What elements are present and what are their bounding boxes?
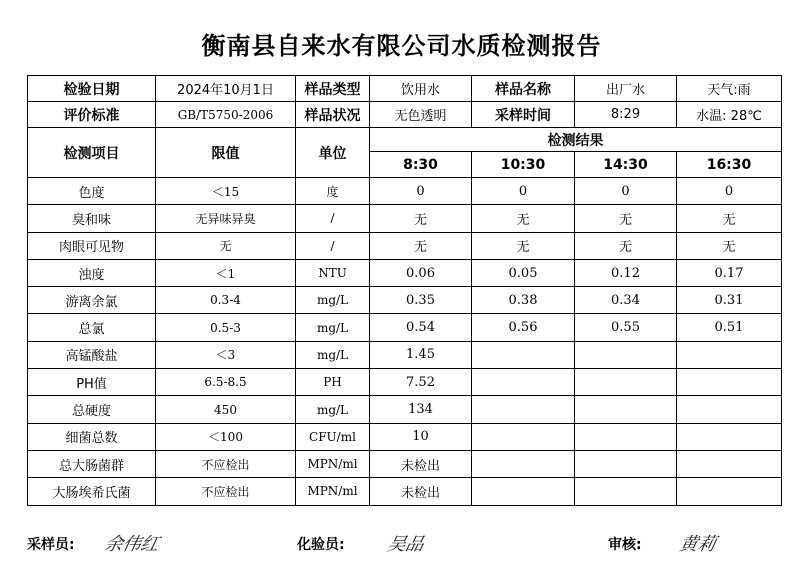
date-label: 检验日期 <box>28 76 156 102</box>
info-row-1 <box>28 76 782 102</box>
table-row <box>28 259 782 286</box>
sample-name-value: 出厂水 <box>575 76 677 102</box>
table-row <box>28 205 782 232</box>
time-header: 10:30 <box>472 152 575 178</box>
sampler-signature: 余伟红 <box>102 534 161 555</box>
result-cell <box>575 450 677 477</box>
result-cell: 0.38 <box>472 287 575 314</box>
limit-cell: 不应检出 <box>156 450 296 477</box>
standard-label: 评价标准 <box>28 102 156 128</box>
unit-cell: 度 <box>296 178 370 205</box>
result-cell: 0.31 <box>677 287 782 314</box>
info-row-2 <box>28 102 782 128</box>
result-cell: 无 <box>677 205 782 232</box>
sample-type-label: 样品类型 <box>296 76 370 102</box>
result-cell <box>472 396 575 423</box>
sampling-time-value: 8:29 <box>575 102 677 128</box>
sampler-label: 采样员: <box>27 537 75 553</box>
result-cell <box>575 423 677 450</box>
result-cell <box>472 369 575 396</box>
result-cell <box>677 341 782 368</box>
tester-signature: 吴品 <box>385 534 426 555</box>
report-table <box>27 75 782 506</box>
table-row <box>28 369 782 396</box>
result-cell: 0 <box>677 178 782 205</box>
result-cell <box>677 450 782 477</box>
data-rows <box>28 178 782 506</box>
result-cell: 0.51 <box>677 314 782 341</box>
result-cell: 0.06 <box>370 259 472 286</box>
sample-name-label: 样品名称 <box>472 76 575 102</box>
limit-cell: 0.3-4 <box>156 287 296 314</box>
result-cell: 0 <box>370 178 472 205</box>
item-name-cell: 总硬度 <box>28 396 156 423</box>
limit-cell: 无异味异臭 <box>156 205 296 232</box>
unit-cell: mg/L <box>296 341 370 368</box>
table-row <box>28 314 782 341</box>
item-name-cell: 游离余氯 <box>28 287 156 314</box>
result-cell <box>677 369 782 396</box>
limit-cell: 6.5-8.5 <box>156 369 296 396</box>
result-cell <box>472 423 575 450</box>
result-cell: 134 <box>370 396 472 423</box>
result-cell: 7.52 <box>370 369 472 396</box>
unit-header: 单位 <box>296 128 370 178</box>
unit-cell: PH <box>296 369 370 396</box>
unit-cell: MPN/ml <box>296 478 370 505</box>
unit-cell: / <box>296 205 370 232</box>
result-cell <box>575 478 677 505</box>
limit-cell: ＜3 <box>156 341 296 368</box>
time-header: 16:30 <box>677 152 782 178</box>
result-cell <box>472 450 575 477</box>
unit-cell: / <box>296 232 370 259</box>
limit-cell: 0.5-3 <box>156 314 296 341</box>
result-cell <box>472 478 575 505</box>
table-row <box>28 341 782 368</box>
unit-cell: NTU <box>296 259 370 286</box>
limit-header: 限值 <box>156 128 296 178</box>
item-name-cell: 色度 <box>28 178 156 205</box>
reviewer-signature: 黄莉 <box>677 534 718 555</box>
result-cell: 无 <box>370 205 472 232</box>
item-header: 检测项目 <box>28 128 156 178</box>
header-row-1 <box>28 128 782 152</box>
table-row <box>28 396 782 423</box>
standard-value: GB/T5750-2006 <box>156 102 296 128</box>
item-name-cell: 浊度 <box>28 259 156 286</box>
result-cell: 0.35 <box>370 287 472 314</box>
table-row <box>28 478 782 505</box>
limit-cell: 不应检出 <box>156 478 296 505</box>
results-header: 检测结果 <box>370 128 782 152</box>
limit-cell: ＜1 <box>156 259 296 286</box>
result-cell: 无 <box>370 232 472 259</box>
item-name-cell: 高锰酸盐 <box>28 341 156 368</box>
sampling-time-label: 采样时间 <box>472 102 575 128</box>
result-cell: 无 <box>472 232 575 259</box>
item-name-cell: 肉眼可见物 <box>28 232 156 259</box>
table-row <box>28 287 782 314</box>
result-cell: 无 <box>472 205 575 232</box>
item-name-cell: 细菌总数 <box>28 423 156 450</box>
result-cell: 无 <box>575 205 677 232</box>
sample-type-value: 饮用水 <box>370 76 472 102</box>
result-cell <box>677 478 782 505</box>
sample-status-label: 样品状况 <box>296 102 370 128</box>
result-cell: 0.05 <box>472 259 575 286</box>
sample-status-value: 无色透明 <box>370 102 472 128</box>
reviewer-label: 审核: <box>608 537 642 553</box>
result-cell: 1.45 <box>370 341 472 368</box>
table-row <box>28 450 782 477</box>
result-cell: 0.34 <box>575 287 677 314</box>
item-name-cell: PH值 <box>28 369 156 396</box>
result-cell: 无 <box>677 232 782 259</box>
unit-cell: MPN/ml <box>296 450 370 477</box>
date-value: 2024年10月1日 <box>156 76 296 102</box>
result-cell <box>575 396 677 423</box>
result-cell <box>575 369 677 396</box>
unit-cell: mg/L <box>296 396 370 423</box>
item-name-cell: 臭和味 <box>28 205 156 232</box>
limit-cell: 无 <box>156 232 296 259</box>
result-cell: 0.17 <box>677 259 782 286</box>
result-cell: 0 <box>472 178 575 205</box>
result-cell: 未检出 <box>370 478 472 505</box>
tester-label: 化验员: <box>297 537 345 553</box>
table-row <box>28 178 782 205</box>
item-name-cell: 总氯 <box>28 314 156 341</box>
result-cell <box>677 396 782 423</box>
time-header: 8:30 <box>370 152 472 178</box>
time-header: 14:30 <box>575 152 677 178</box>
unit-cell: mg/L <box>296 287 370 314</box>
result-cell: 未检出 <box>370 450 472 477</box>
result-cell: 0.56 <box>472 314 575 341</box>
unit-cell: mg/L <box>296 314 370 341</box>
limit-cell: ＜15 <box>156 178 296 205</box>
table-row <box>28 423 782 450</box>
result-cell: 无 <box>575 232 677 259</box>
item-name-cell: 总大肠菌群 <box>28 450 156 477</box>
result-cell: 10 <box>370 423 472 450</box>
result-cell: 0.12 <box>575 259 677 286</box>
result-cell <box>575 341 677 368</box>
item-name-cell: 大肠埃希氏菌 <box>28 478 156 505</box>
report-title: 衡南县自来水有限公司水质检测报告 <box>201 32 602 60</box>
water-temp-cell: 水温: 28℃ <box>677 102 782 128</box>
result-cell: 0.54 <box>370 314 472 341</box>
result-cell <box>677 423 782 450</box>
result-cell: 0 <box>575 178 677 205</box>
unit-cell: CFU/ml <box>296 423 370 450</box>
limit-cell: 450 <box>156 396 296 423</box>
table-row <box>28 232 782 259</box>
limit-cell: ＜100 <box>156 423 296 450</box>
weather-cell: 天气:雨 <box>677 76 782 102</box>
result-cell <box>472 341 575 368</box>
result-cell: 0.55 <box>575 314 677 341</box>
